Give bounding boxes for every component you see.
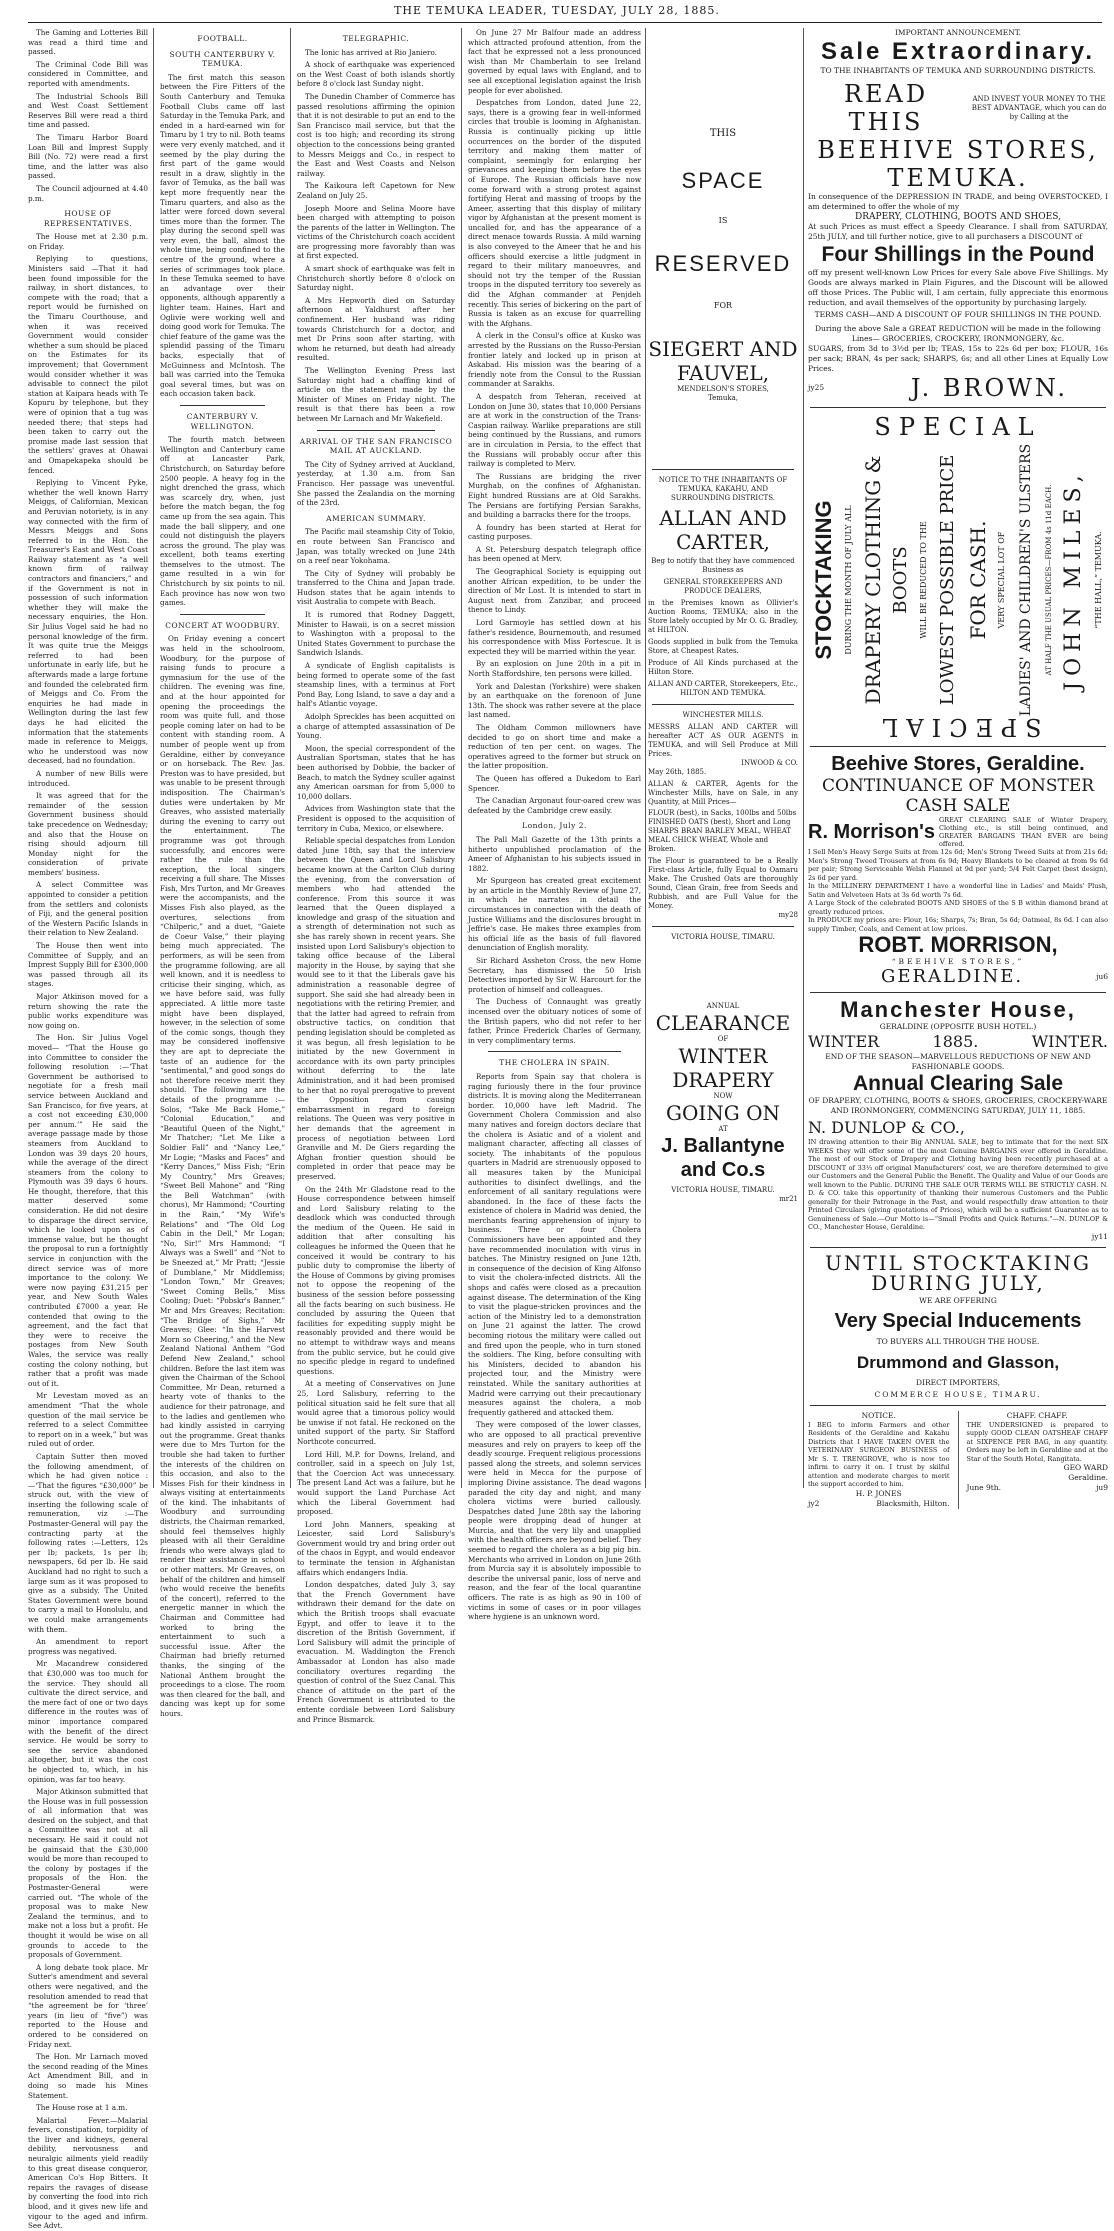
article-paragraph: The Russians are bridging the river Murghab, on the confines of Afghanistan. Eight hundred Russians are at Old Sarakhs. The Persians are fortifying Persian Sarakhs, and building a barracks there for the troops. <box>468 471 641 520</box>
ad-win-p3: The Flour is guaranteed to be a Really First-class Article, fully Equal to Oamaru Make. The Crushed Oats are thoroughly Sound, Clean Grain, free from Seeds and Rubbish, and are Full Value for the Money. <box>648 857 798 910</box>
section-rule <box>180 405 265 406</box>
article-paragraph: The Pall Mall Gazette of the 13th prints a hitherto unpublished proclamation of the Ameer of Afghanistan to his subjects issued in 1882. <box>468 834 641 873</box>
ad-morrison-p5: In PRODUCE my prices are: Flour, 16s; Sharps, 7s; Bran, 5s 6d; Oatmeal, 8s 6d. I can also supply Timber, Coals, and Cement at low prices. <box>808 916 1108 933</box>
article-paragraph: The Criminal Code Bill was considered in Committee, and reported with amendments. <box>28 59 148 88</box>
ad-temuka: Temuka, <box>707 394 739 402</box>
column-divider <box>153 28 154 1488</box>
article-paragraph: The Queen has offered a Dukedom to Earl Spencer. <box>468 773 641 793</box>
ad-dunlop-code: jy11 <box>1091 1231 1108 1241</box>
masthead: THE TEMUKA LEADER, TUESDAY, JULY 28, 1885. <box>394 4 720 17</box>
ad-invest: AND INVEST YOUR MONEY TO THE BEST ADVANTAGE, which you can do by Calling at the <box>971 94 1107 121</box>
ad-chaff-code: ju9 <box>1096 1483 1108 1492</box>
ad-victoria: VICTORIA HOUSE, TIMARU. <box>671 933 775 941</box>
article-paragraph: The Oldham Common millowners have decided to go on short time and make a reduction of ten per cent. on wages. The operatives agreed to the former but struck on the latter proposition. <box>468 722 641 771</box>
article-paragraph: It is rumored that Rodney Daggett, Minister to Hawaii, is on a secret mission to Washington with a proposal to the United States Government to purchase the Sandwich Islands. <box>297 610 455 658</box>
ad-special2: SPECIAL <box>874 713 1042 741</box>
ad-during: During the above Sale a GREAT REDUCTION will be made in the following Lines— GROCERIES, CROCKERY, IRONMONGERY, &c. <box>815 324 1101 343</box>
ad-v5: WILL BE REDUCED TO THE <box>919 521 929 639</box>
column-ads-left <box>648 28 798 1488</box>
section-rule <box>180 614 265 615</box>
column-divider <box>461 28 462 1488</box>
ad-win-code: my28 <box>778 911 798 919</box>
section-heading: ARRIVAL OF THE SAN FRANCISCO MAIL AT AUCKLAND. <box>299 436 453 456</box>
article-paragraph: Major Atkinson submitted that the House was in full possession of all information that was desired on the subject, and that a Committee was not at all necessary. He said it could not be gainsaid that the £30,000 would be more than recouped to the colony by postages if the proposals of the Hon. the Postmaster-General were carried out. “The whole of the proposal was to make New Zealand the terminus, and to make not a loss but a profit. He thought it would be wise on all grounds to accede to the proposals of Government. <box>28 1787 148 1960</box>
ad-winter1: WINTER <box>808 1032 880 1051</box>
column-divider <box>645 28 646 1488</box>
dateline: London, July 2. <box>522 821 587 831</box>
section-heading: CANTERBURY V. WELLINGTON. <box>186 411 259 431</box>
article-paragraph: The Gaming and Lotteries Bill was read a third time and passed. <box>28 28 148 57</box>
ad-notice-p: I BEG to inform Farmers and other Residents of the Geraldine and Kakahu Districts that I HAVE TAKEN OVER the VETERINARY SURGEON BUSINESS of Mr S. T. TRENGROVE, who is now too infirm to carry it on. I trust by skilful attention and moderate charges to merit the support accorded to him. <box>808 1420 950 1488</box>
ad-bstores: “BEEHIVE STORES,” <box>891 957 1025 966</box>
ad-dunlop-p: IN drawing attention to their Big ANNUAL SALE, beg to intimate that for the next SIX WEEKS they will offer some of the most Genuine BARGAINS ever offered in Geraldine. The most of our Stock of Drapery and Clothing having been recently purchased at a DISCOUNT of 33⅓ off original Manufacturers' cost, we are therefore determined to give our Customers and the General Public the Benefit. The Quality and Value of our Goods are well known to the Public. DURING THE SALE OUR TERMS WILL BE STRICTLY CASH. N. D. & CO. take this opportunity of thanking their numerous Customers and the Public generally for their Patronage in the Past, and would respectfully draw attention to their Printed Circulars (giving quotations of Prices), which will be a sufficient Guarantee as to Genuineness of Sale.—Our Motto is—“Small Profits and Quick Returns.”—N. DUNLOP & CO., Manchester House, Geraldine. <box>808 1138 1108 1231</box>
article-paragraph: On the 24th Mr Gladstone read to the House correspondence between himself and Lord Salisbury relating to the deadlock which was conducted through the medium of the Queen. He said in addition that after consulting his colleagues he informed the Queen that he conceived it would be contrary to his public duty to compromise the liberty of the House of Commons by giving promises not to oppose the reopening of the business of the session before possessing all the facts bearing on such business. He concluded by assuring the Queen that facilities for expediting supply might be reasonably provided and there would be no attempt to withdraw ways and means from the public service, but he could give no specific pledge in regard to undefined questions. <box>297 1184 455 1376</box>
ad-g-code: ju6 <box>1096 972 1108 981</box>
article-paragraph: The Timaru Harbor Board Loan Bill and Imprest Supply Bill (No. 72) were read a first time, and the latter was also passed. <box>28 132 148 181</box>
article-paragraph: The Kaikoura left Capetown for New Zealand on July 25. <box>297 181 455 200</box>
article-paragraph: Advices from Washington state that the President is opposed to the acquisition of territory in Cuba, Mexico, or elsewhere. <box>297 804 455 833</box>
ad-v2: DURING THE MONTH OF JULY ALL <box>843 505 853 655</box>
masthead-rule <box>28 22 1102 23</box>
article-paragraph: Mr Macandrew considered that £30,000 was too much for the service. They should all cultivate the direct service, and the mere fact of one or two days difference in the routes was of minor importance compared with the benefit of the direct service. He would be sorry to see the service abandoned altogether, but it was the cost he objected to, which, in his opinion, was far too heavy. <box>28 1659 148 1784</box>
article-paragraph: By an explosion on June 20th in a pit in North Staffordshire, ten persons were killed. <box>468 659 641 678</box>
column-parliament <box>28 28 148 2231</box>
article-paragraph: Mr Levestam moved as an amendment “That the whole question of the mail service be referred to a select Committee to report on in a week,” but was ruled out of order. <box>28 1391 148 1449</box>
ad-allan-p1: Beg to notify that they have commenced Business as <box>651 557 795 574</box>
article-paragraph: Despatches from London, dated June 22, says, there is a growing fear in well-informed circles that trouble is looming in Afghanistan. Russia is continually picking up little occurrences on the border of the disputed territory and making them matter of complaint, seemingly for enlarging her grievances and keeping them before the eyes of Europe. The Russian officials have now come forward with a strong protest against fortifying Herat and massing of troops by the Ameer, asserting that this display of military vigor by Afghanistan at the present moment is uncalled for, and has the appearance of a direct menace towards Russia. A mild warning is also conveyed to the Ameer that he and his officers should exercise a little judgment in regard to their military manoeuvres, and should not try the temper of the Russian troops in the disputed territory too severely as did the Afghan commander at Penjdeh recently. This series of bickering on the part of Russia is taken as an excuse for quarrelling with the Afghans. <box>468 98 641 328</box>
ad-allan-sig: ALLAN AND CARTER, Storekeepers, Etc., HILTON AND TEMUKA. <box>648 680 798 697</box>
ad-v1: STOCKTAKING <box>810 500 836 660</box>
ad-notice-code: jy2 <box>808 1498 820 1508</box>
ad-inducements: Very Special Inducements <box>834 1309 1082 1332</box>
ad-morrison-p3: In the MILLINERY DEPARTMENT I have a wonderful line in Ladies' and Maids' Plush, Satin and Velveteen Hats at 3s 6d worth 7s 6d. <box>808 882 1108 899</box>
column-foreign-news <box>468 28 641 1622</box>
article-paragraph: The House then went into Committee of Supply, and an Imprest Supply Bill for £300,000 was passed through all its stages. <box>28 941 148 989</box>
ad-win-p1: MESSRS ALLAN AND CARTER will hereafter ACT AS OUR AGENTS in TEMUKA, and will Sell Produce at Mill Prices. <box>648 723 798 758</box>
article-paragraph: The Geographical Society is equipping out another African expedition, to be under the direction of Mr Lost. It is intended to start in August next from Zanzibar, and proceed thence to Lindy. <box>468 567 641 615</box>
article-paragraph: The House met at 2.30 p.m. on Friday. <box>28 232 148 251</box>
ad-read-this: READ THIS <box>843 80 929 136</box>
ad-win-date: May 26th, 1885. <box>648 768 707 776</box>
article-paragraph: The Ionic has arrived at Rio Janiero. <box>305 47 437 57</box>
ad-opp: GERALDINE (OPPOSITE BUSH HOTEL.) <box>879 1022 1037 1031</box>
ad-year: 1885. <box>932 1032 979 1051</box>
ad-morrison-p2: I Sell Men's Heavy Serge Suits at from 12s 6d; Men's Strong Tweed Suits at from 21s 6d; Men's Strong Tweed Trousers at from 6s 9d; Heavy Blankets to be cleared at from 9s 6d per pair; Strong Serviceable Welsh Flannel at 9d per yard; 5/4 Felt Carpet (best design), 2s 6d per yard. <box>808 848 1108 882</box>
ad-robt: ROBT. MORRISON, <box>858 932 1058 957</box>
ad-to-inhab: TO THE INHABITANTS OF TEMUKA AND SURROUNDING DISTRICTS. <box>820 66 1096 75</box>
article-paragraph: Captain Sutter then moved the following amendment, of which he had given notice :—‘That the figures “£30,000” be struck out, with the view of inserting the following scale of remuneration, viz :—The Postmaster-General will pay the contracting party at the following rates :—Letters, 12s per lb; packets, 1s per lb; newspapers, 6d per lb. He said Auckland had no right to such a large sum as it was proposed to give as a subsidy. The United States Government were bound to carry a mail to Honolulu, and we could make arrangements with them. <box>28 1451 148 1634</box>
section-heading: FOOTBALL. <box>197 34 248 43</box>
ad-manchester: Manchester House, <box>840 997 1076 1022</box>
ad-now: NOW <box>713 1092 733 1100</box>
article-paragraph: On June 27 Mr Balfour made an address which attracted profound attention, from the fact that he expressed not a less pronounced wish than Mr Chamberlain to see Ireland governed by equal laws with England, and to see all exceptional legislation against the Irish people for ever abolished. <box>468 28 641 95</box>
ad-drapery: DRAPERY <box>672 1068 774 1092</box>
article-paragraph: A St. Petersburg despatch telegraph office has been opened at Merv. <box>468 544 641 564</box>
ad-v7: FOR CASH. <box>965 520 990 640</box>
ad-sale-extra: Sale Extraordinary. <box>821 38 1095 65</box>
column-sport-concert <box>160 28 285 1718</box>
article-paragraph: The Canadian Argonaut four-oared crew was defeated by the Cambridge crew easily. <box>468 796 641 815</box>
ad-winter: WINTER <box>678 1044 768 1068</box>
column-divider <box>803 28 804 1488</box>
article-paragraph: Sir Richard Assheton Cross, the new Home Secretary, has dismissed the 50 Irish Detectives imported by Sir W. Harcourt for the protection of himself and colleagues. <box>468 956 641 994</box>
article-paragraph: A despatch from Teheran, received at London on June 30, states that 10,000 Persians are at work in the construction of the Trans-Caspian railway. Warlike preparations are still being continued by the Russians, and rumors are in circulation in Persia, to the effect that the Russians will probably occur after this railway is completed to Merv. <box>468 391 641 469</box>
ad-mendelson: MENDELSON'S STORES, <box>677 385 769 393</box>
ad-ballantyne: J. Ballantyne and Co.s <box>661 1135 785 1181</box>
section-rule <box>488 1051 621 1052</box>
ad-v11: JOHN MILES, <box>1061 469 1087 691</box>
ad-v8: VERY SPECIAL LOT OF <box>996 531 1006 629</box>
article-paragraph: The Council adjourned at 4.40 p.m. <box>28 183 148 203</box>
ad-direct: DIRECT IMPORTERS, <box>916 1377 1000 1387</box>
article-paragraph: The Dunedin Chamber of Commerce has passed resolutions affirming the opinion that it is not desirable to put an end to the San Francisco mail service, but that the cost is too high; and recording its strong objection to the concessions being granted to Messrs Meiggs and Co., in respect to the East and West Coasts and Nelson railway. <box>297 91 455 178</box>
ad-v3: DRAPERY CLOTHING & <box>860 455 885 705</box>
article-paragraph: The Industrial Schools Bill and West Coast Settlement Reserves Bill were read a third time and passed. <box>28 91 148 130</box>
hop-bitters-ad: Malarial Fever.—Malarial fevers, constipation, torpidity of the liver and kidneys, general debility, nervousness and neuralgic ailments yield readily to this great disease conqueror, American Co's Hop Bitters. It repairs the ravages of disease by converting the food into rich blood, and it gives new life and vigour to the aged and infirm. See Advt. <box>28 2115 148 2231</box>
ad-chaff-sig: GEO WARD <box>1063 1463 1108 1472</box>
ad-offering: WE ARE OFFERING <box>919 1295 997 1305</box>
ad-conseq: In consequence of the DEPRESSION IN TRADE, and being OVERSTOCKED, I am determined to offer the whole of my <box>808 192 1108 211</box>
article-paragraph: The fourth match between Wellington and Canterbury came off at Lancaster Park, Christchurch, on Saturday before 2500 people. A heavy fog in the night drenched the grass, which was scarcely dry, when, just before the match began, the fog came up from the sea again. This made the ball slippery, and one could not distinguish the players across the ground. The play was excellent, both teams exerting themselves to the utmost. The game resulted in a win for Christchurch by six points to nil. Each province has now won two games. <box>160 435 285 608</box>
ad-is: IS <box>718 216 728 225</box>
ad-notice-sig2: Blacksmith, Hilton. <box>876 1498 950 1508</box>
ad-allan-p2: GENERAL STOREKEEPERS AND PRODUCE DEALERS, <box>663 578 783 595</box>
article-paragraph: A foundry has been started at Herat for casting purposes. <box>468 522 641 542</box>
ad-imp: IMPORTANT ANNOUNCEMENT. <box>894 28 1022 37</box>
ad-buyers: TO BUYERS ALL THROUGH THE HOUSE. <box>876 1336 1040 1346</box>
article-paragraph: The Duchess of Connaught was greatly incensed over the obituary notices of some of the British papers, who did not refer to her father, Prince Frederick Charles of Germany, in very complimentary terms. <box>468 997 641 1045</box>
article-paragraph: It was agreed that for the remainder of the session Government business should take precedence on Wednesday; and also that the House on rising should adjourn till Monday night for the consideration of private members' business. <box>28 791 148 877</box>
ad-chaff-sig2: Geraldine. <box>1068 1473 1108 1482</box>
ad-end-season: END OF THE SEASON—MARVELLOUS REDUCTIONS OF NEW AND FASHIONABLE GOODS. <box>825 1052 1091 1071</box>
article-paragraph: They were composed of the lower classes, who are opposed to all practical preventive measures and rely on prayers to keep off the deadly scourge. Frequent religious processions passed along the streets, and solemn services were held in Mecca for the purpose of imploring Divine assistance. The dead wagons paraded the city day and night, and many cholera victims were buried callously. Despatches dated June 28th say the laboring people were dropping dead of hunger at Murcia, and that the very lily and unapplied with the health officers are beyond belief. They seemed to regard the cholera as a big pig bin. Merchants who arrived in London on June 26th from Murcia say it is absolutely impossible to describe the universal panic, loss of nerve and reason, and the fear of the local quarantine officers. The rate is as high as 90 in 100 of victims in some of cases or in poor villages where hygiene is an unknown word. <box>468 1420 641 1622</box>
ad-clearance: CLEARANCE <box>655 1011 791 1035</box>
article-paragraph: A clerk in the Consul's office at Kusko was arrested by the Russians on the Russo-Persian frontier lately and locked up in prison at Askabad. His mission was the bearing of a friendly note from the Consul to the Russian commander at Sarakhs. <box>468 331 641 389</box>
ad-winter2: WINTER. <box>1031 1032 1108 1051</box>
article-paragraph: The first match this season between the Fire Fitters of the South Canterbury and Temuka Football Clubs came off last Saturday in the Temuka Park, and ended in a hard-earned win for Timaru by 1 try to nil. Both teams were very evenly matched, and it seemed by the play during the first part of the game would result in a draw, slightly in the favor of Temuka, as the ball was kept more frequently near the Timaru quarters, and also as the latter were forced down several times more than the former. The play during the second spell was very even, the ball, almost the whole time, being confined to the centre of the ground, where a series of scrimmages took place. In these Temuka seemed to have an advantage over their opponents, although apparently a lighter team. Haines, Hart and Oglivie were working well and doing good work for Temuka. The chief feature of the game was the splendid passing of the Timaru backs, especially that of McGuinness and McIntosh. The ball was carried into the Temuka goal several times, but was on each occasion taken back. <box>160 72 285 399</box>
ad-morrison-p: GREAT CLEARING SALE of Winter Drapery, Clothing etc., is still being continued, and GREATER BARGAINS THAN EVER are being offered. <box>939 816 1108 848</box>
ad-at: AT <box>718 1125 728 1133</box>
article-paragraph: A smart shock of earthquake was felt in Christchurch shortly before 8 o'clock on Saturday night. <box>297 264 455 293</box>
ad-space: SPACE <box>681 168 765 193</box>
article-paragraph: Reliable special despatches from London dated June 18th, say that the interview between the Queen and Lord Salisbury became known at the Carlton Club during the evening, from the conversation of members who had attended the conference. From this source it was learned that the Queen displayed a knowledge and grasp of the situation and a strength of determination not such as she has rarely shown in recent years. She insisted upon Lord Salisbury's objection to taking office because of the Liberal majority in the House, by saying that she would see to it that the Liberals gave his administration a reasonable degree of support. She said she had already been in negotiations with the retiring Premier, and that the latter had agreed to refrain from obstructive tactics, on condition that pending legislation should be completed as it was begun, all fresh legislation to be initiated by the new Government in accordance with its own party principles without deferring to the late Administration, and it had been promised to her that no royal prerogative to prevent the Opposition from causing embarrassment in regard to foreign relations. The Queen was very positive in her demands that the agreement in process of negotiation between Lord Granville and M. De Giers regarding the Afghan frontier question should be completed in order that peace may be preserved. <box>297 836 455 1181</box>
ad-annual-sale: Annual Clearing Sale <box>852 1072 1064 1095</box>
ad-allan-p5: Produce of All Kinds purchased at the Hilton Store. <box>648 659 798 676</box>
ad-annual: ANNUAL <box>706 1002 740 1010</box>
ad-of-drapery: OF DRAPERY, CLOTHING, BOOTS & SHOES, GROCERIES, CROCKERY-WARE AND IRONMONGERY, COMMENCING SATURDAY, JULY 11, 1885. <box>808 1096 1108 1115</box>
article-paragraph: Lord Hill, M.P. for Downs, Ireland, and controller, said in a speech on July 1st, that the Coercion Act was unnecessary. The present Land Act was a failure, but he would support the Land Purchase Act which the Liberal Government had proposed. <box>297 1449 455 1517</box>
ad-morrison-p4: A Large Stock of the celebrated BOOTS AND SHOES of the S B within diamond brand at greatly reduced prices. <box>808 899 1108 916</box>
ad-v12: “THE HALL,” TEMUKA. <box>1094 531 1104 629</box>
article-paragraph: Moon, the special correspondent of the Australian Sportsman, states that he has been authorised by Dobbie, the backer of Beach, to match the Sydney sculler against any American oarsman for from 5,000 to 10,000 dollars. <box>297 743 455 801</box>
article-paragraph: Lord Garmoyle has settled down at his father's residence, Bournemouth, and resumed his correspondence with Miss Fortescue. It is expected they will be married within the year. <box>468 618 641 656</box>
ad-drummond: Drummond and Glasson, <box>856 1352 1060 1372</box>
ad-siegert: SIEGERT AND FAUVEL, <box>648 337 798 385</box>
ad-going: GOING ON <box>665 1101 780 1125</box>
ad-until: UNTIL STOCKTAKING <box>825 1250 1091 1275</box>
ad-of: OF <box>717 1035 729 1043</box>
ad-allan-p3: in the Premises known as Ollivier's Auction Rooms, TEMUKA; also in the Store lately occupied by Mr O. G. Bradley, at HILTON. <box>648 599 798 634</box>
article-paragraph: London despatches, dated July 3, say that the French Government have withdrawn their demand for the date on which the British troops shall evacuate Egypt, and offer to leave it to the discretion of the British Government, if Lord Salisbury will admit the principle of evacuation. M. Waddington the French Ambassador at London has also made conciliatory overtures regarding the question of control of the Suez Canal. This chance of attitude on the part of the French Government is attributed to the entente cordiale between Lord Salisbury and Prince Bismarck. <box>297 1580 455 1724</box>
ad-geraldine: GERALDINE. <box>880 966 1024 987</box>
ad-brown: J. BROWN. <box>910 374 1068 402</box>
section-heading: AMERICAN SUMMARY. <box>326 513 426 523</box>
ad-v6: LOWEST POSSIBLE PRICE <box>937 454 959 706</box>
article-paragraph: Replying to questions, Ministers said —That it had been found impossible for the railway, in short distances, to compete with the road; that a report would be furnished on the Timaru Courthouse, and when it was received Government would consider whether a sum should be placed on the Estimates for its improvement; that Government would consider whether it was advisable to connect the pilot station at Kaipara heads with Te Kopuru by telephone, but they were of opinion that a tug was needed there; that steps had been taken to carry out the promise made last session that the settlers' graves at Ohawai and Omapekapeka should be fenced. <box>28 254 148 475</box>
article-paragraph: Joseph Moore and Selina Moore have been charged with attempting to poison the parents of the latter in Wellington. The victims of the Christchurch coach accident are progressing more favorably than was at first expected. <box>297 203 455 261</box>
article-paragraph: A select Committee was appointed to consider a petition from the settlers and colonists of Fiji, and the general position of the Western Pacific Islands in their relation to New Zealand. <box>28 880 148 938</box>
article-paragraph: A number of new Bills were introduced. <box>28 768 148 788</box>
ad-four-p: off my present well-known Low Prices for every Sale above Five Shillings. My Goods are always marked in Plain Figures, and the Discount will be allowed off those Prices. The Public will, I am certain, fully appreciate this enormous reduction, and avail themselves of the opportunity by purchasing largely. <box>808 268 1108 307</box>
article-paragraph: A syndicate of English capitalists is being formed to operate some of the fast steamship lines, with a terminus at Fort Pond Bay, Long Island, to save a day and a half's Atlantic voyage. <box>297 661 455 709</box>
ad-commerce: COMMERCE HOUSE, TIMARU. <box>874 1389 1042 1399</box>
ad-for: FOR <box>713 301 733 310</box>
section-heading: HOUSE OF REPRESENTATIVES. <box>43 209 133 228</box>
ad-v4: BOOTS <box>890 546 912 614</box>
ad-chaff-date: June 9th. <box>966 1483 1001 1492</box>
ad-winchester: WINCHESTER MILLS. <box>682 711 764 719</box>
ad-allan: ALLAN AND CARTER, <box>659 506 787 554</box>
article-paragraph: York and Dalestan (Yorkshire) were shaken by an earthquake on the forenoon of June 13th. The shock was rather severe at the place last named. <box>468 681 641 720</box>
article-paragraph: The City of Sydney will probably be transferred to the China and Japan trade. Hudson states that he again intends to visit Australia to compete with Beach. <box>297 568 455 607</box>
article-paragraph: Replying to Vincent Pyke, whether the well known Harry Meiggs, of Californian, Mexican and Peruvian notoriety, is in any way connected with the firm of Messrs Meiggs and Sons referred to in the Hon. the Treasurer's East and West Coast Railway statement as “a well known firm of railway contractors and financiers,” and if the Government is not in possession of such information whether they will make the necessary enquiries, the Hon. Sir Julius Vogel said he had no personal knowledge of the firm. It was quite true the Meiggs referred to had been unfortunate in early life, but he afterwards made a large fortune and founded the celebrated firm of Meiggs and Co. From the enquiries he had made in Wellington during the last few days he had elicited the information that the statements made in reference to Meiggs, who he understood was now deceased, had no foundation. <box>28 478 148 766</box>
article-paragraph: A shock of earthquake was experienced on the West Coast of both islands shortly before 8 o'clock last Sunday night. <box>297 60 455 89</box>
ad-win-list: FLOUR (best), in Sacks, 100lbs and 50lbs FINISHED OATS (best), Short and Long SHARPS BRAN BARLEY MEAL, WHEAT MEAL CHICK WHEAT, Whole and Broken. <box>648 809 797 853</box>
article-paragraph: Adolph Spreckles has been acquitted on a charge of attempted assassination of De Young. <box>297 712 455 741</box>
ad-code2: mr21 <box>779 1195 798 1203</box>
article-paragraph: A long debate took place. Mr Sutter's amendment and several others were negatived, and the resolution amended to read that “the agreement be for ‘three’ years (in lieu of “five”) was reported to the House and ordered to be considered on Friday next. <box>28 1962 148 2049</box>
column-divider <box>290 28 291 1488</box>
ad-drapery-line: DRAPERY, CLOTHING, BOOTS AND SHOES, <box>855 212 1061 222</box>
ad-special: SPECIAL <box>874 413 1042 441</box>
ad-chaff-h: CHAFF. CHAFF. <box>1006 1410 1068 1420</box>
ad-prices: At such Prices as must effect a Speedy Clearance. I shall from SATURDAY, 25th JULY, and till further notice, give to all purchasers a DISCOUNT of <box>808 222 1108 241</box>
ad-sugars: SUGARS, from 3d to 3½d per lb; TEAS, 15s to 22s 6d per box; FLOUR, 16s per sack; BRAN, 4s per sack; SHARPS, 6s; and all other Lines at Equally Low Prices. <box>808 344 1108 373</box>
article-paragraph: A Mrs Hepworth died on Saturday afternoon at Yaldhurst after her confinement. Her husband was riding towards Christchurch for a doctor, and met Dr Prins soon after starting, with whom he returned, but death had already resulted. <box>297 295 455 363</box>
column-ads-right <box>808 28 1108 1508</box>
section-heading: THE CHOLERA IN SPAIN. <box>499 1058 610 1068</box>
ad-notice: NOTICE TO THE INHABITANTS OF TEMUKA, KAKAHU, AND SURROUNDING DISTRICTS. <box>658 476 788 502</box>
ad-victoria2: VICTORIA HOUSE, TIMARU. <box>671 1186 775 1194</box>
ad-v10: AT HALF THE USUAL PRICES—FROM 4s 11d EACH. <box>1045 484 1054 676</box>
ad-win-sig: INWOOD & CO. <box>741 759 798 767</box>
article-paragraph: The City of Sydney arrived at Auckland, yesterday, at 1.30 a.m. from San Francisco. Her passage was uneventful. She passed the Zealandia on the morning of the 23rd. <box>297 459 455 508</box>
ad-this: THIS <box>709 128 737 139</box>
article-paragraph: On Friday evening a concert was held in the schoolroom, Woodbury, for the purpose of raising funds to procure a gymnasium for the use of the children. The evening was fine, and at the hour appointed for opening the proceedings the room was quite full, and those people coming later on had to be content with standing room. A number of people went up from Geraldine, either by conveyance or on horseback. The Rev. Jas. Preston was to have presided, but was unable to be present through indisposition. The Chairman's duties were undertaken by Mr Greaves, who assisted materially during the evening to carry out the entertainment. The programme was got through successfully, and encores were rather the rule than the exception, the local singers receiving a full share. The Misses Fish, Mrs Turton, and Mr Greaves were the accompanists, and the Misses Fish also played, as the overtures, selections from “Chilperic,” and a duet, “Gaiete de Coeur Valse,” their playing being much appreciated. The performers, as will be seen from the programme following, are all well known, and it is needless to criticise their singing, which, as we have before said, was fully appreciated. A little more taste might have been displayed, however, in the selection of some of the comic songs, though they may be considered inoffensive they are apt to depreciate the taste of an audience for the “sentimental,” and good songs do not therefore receive merit they should. The following are the details of the programme :—Solos, “Take Me Back Home,” “Colonial Education,” and “Beautiful Queen of the Night,” Mr Thatcher; “Let Me Like a Soldier Fall” and “Nancy Lee,” Mr Logie; “Masks and Faces” and “Kerry Dances,” Miss Fish; “Erin My Country,” Mrs Greaves; “Sweet Bell Mahone” and “Ring the Bell Watchman” (with chorus), Mr Hammond; “Courting in the Rain,” “My Wife's Relations” and “The Old Log Cabin in the Dell,” Mr Logan; “No, Sir!” Mrs Hammond; “I Always was a Swell” and “Not to be Sneezed at,” Mr Pratt; “Jessie of Dumblane,” Mr Middlemiss; “London Town,” Mr Greaves; “Sweet Coming Bells,” Miss Cooling; Duet: “Pobskr's Banner,” Mr and Mrs Greaves; Recitation: “The Bridge of Sighs,” Mr Greaves; Glee: “In the Harvest Morn so Cheering,” and the New Zealand National Anthem “God Defend New Zealand,” school children. Before the last item was given the Chairman of the School Committee, Mr Dean, returned a hearty vote of thanks to the audience for their patronage, and to the ladies and gentlemen who had kindly assisted in carrying out the programme. Great thanks were due to Mrs Turton for the trouble she had taken to further the interests of the children on this occasion, and also to the Misses Fish for their kindness in always visiting at entertainments of the kind. The inhabitants of Woodbury and surrounding districts, the Chairman remarked, should feel themselves highly pleased with all their Geraldine friends who were always glad to render their assistance in school or other matters. Mr Greaves, on behalf of the children and himself (who would receive the benefits of the concert), referred to the energetic manner in which the Chairman and Committee had worked to bring the entertainment to such a successful issue. After the Chairman had briefly returned thanks, the singing of the National Anthem brought the proceedings to a close. The room was then cleared for the ball, and dancing was kept up for some hours. <box>160 634 285 1718</box>
article-paragraph: Reports from Spain say that cholera is raging furiously there in the four province districts. It is moving along the Mediterranean border. 10,000 have left Madrid. The Government Cholera Commission and also many natives and foreign doctors declare that the cholera is Asiatic and of a violent and malignant character, affecting all classes of society. The inhabitants of the populous quarters in Madrid are strenuously opposed to all measures taken by the Municipal authorities to disinfect dwellings, and the enforcement of all sanitary regulations were abandoned. In the face of these facts the existence of cholera in Madrid was denied, the merchants fearing apprehension of injury to business. Three or four Cholera Commissioners have been appointed and they have recommended inoculation with virus in batches. The Ministry resigned on June 12th, in consequence of the decision of King Alfonso to visit the cholera-infected districts. All the shops and cafés were closed as a precaution against disease. The determination of the King to visit the plague-stricken provinces and the action of the Ministry led to a demonstration on June 21 against the latter. The crowd becoming riotous the military were called out and fired upon the people, who in turn stoned the soldiers. The King, before consulting with his Ministers, decided to abandon his projected tour, and the Ministry were reinstated. While the sanitary authorities at Madrid were carrying out their precautionary measures against the cholera, a mob frequently gathered and attacked them. <box>468 1071 641 1417</box>
ad-win-p2: ALLAN & CARTER, Agents for the Winchester Mills, have on Sale, in any Quantity, at Mill Prices— <box>648 780 798 806</box>
ad-beehive: BEEHIVE STORES, TEMUKA. <box>817 136 1099 192</box>
article-paragraph: The Hon. Sir Julius Vogel moved— “That the House go into Committee to consider the following resolution :—‘That Government be authorised to negotiate for a fresh mail service between Auckland and San Francisco, for five years, at a cost not exceeding £30,000 per annum.’” He said the average passage made by those steamers from Auckland to London was 39 days 20 hours, while the average of the direct steamers from the colony to Plymouth was 39 days 6 hours. He thought, therefore, that this matter deserved some consideration. He did not desire to disparage the direct service, which he looked upon as of immense value, but he thought the proposal to run a fortnightly service in conjunction with the direct service was of more importance to the colony. We were now paying £31,215 per year, and New South Wales contributed £7000 a year. He contended that owing to the agreement, and the fact that they were to receive the postages from New South Wales, the service was really costing the colony nothing, but rather that a profit was made out of it. <box>28 1033 148 1388</box>
article-paragraph: Mr Spurgeon has created great excitement by an article in the Monthly Review of June 27, in which he narrates in detail the circumstances in connection with the death of Justice Williams and the disclosures brought in Jeffrie's case. He makes three examples from his official life as the basis of full flavored denunciation of English morality. <box>468 876 641 953</box>
ad-during-july: DURING JULY, <box>871 1270 1045 1295</box>
ad-notice-sig: H. P. JONES <box>855 1488 902 1498</box>
ad-chaff-p: THE UNDERSIGNED is prepared to supply GOOD CLEAN OATSHEAF CHAFF at SIXPENCE PER BAG, in any quantity. Orders may be left in Geraldine and at the Star of the South Hotel, Rangitata. <box>966 1420 1108 1463</box>
ad-geraldine-h: Beehive Stores, Geraldine. <box>831 753 1085 775</box>
article-paragraph: The Wellington Evening Press last Saturday night had a chaffing kind of article on the statement made by the Minister of Mines on Friday night. The result is that there has been a row between Mr Larnach and Mr Wakefield. <box>297 366 455 423</box>
section-heading: CONCERT AT WOODBURY. <box>165 620 280 630</box>
ad-notice-h: NOTICE. <box>861 1410 896 1420</box>
ad-four: Four Shillings in the Pound <box>821 243 1095 266</box>
article-paragraph: At a meeting of Conservatives on June 25, Lord Salisbury, referring to the political situation said he felt sure that all would agree that a timorous policy would be unwise if not fatal. He reckoned on the united support of the party. Sir Stafford Northcote concurred. <box>297 1379 455 1446</box>
ad-allan-p4: Goods supplied in bulk from the Temuka Store, at Cheapest Rates. <box>648 638 798 655</box>
article-paragraph: The House rose at 1 a.m. <box>36 2103 128 2113</box>
ad-morrison: R. Morrison's <box>808 821 935 843</box>
section-rule <box>317 430 435 431</box>
ad-continuance: CONTINUANCE OF MONSTER CASH SALE <box>821 776 1095 816</box>
ad-terms: TERMS CASH—AND A DISCOUNT OF FOUR SHILLINGS IN THE POUND. <box>814 310 1102 319</box>
article-paragraph: Lord John Manners, speaking at Leicester, said Lord Salisbury's Government would try and bring order out of the chaos in Egypt, and would endeavor to terminate the tension in Afghanistan affairs which endangers India. <box>297 1519 455 1577</box>
section-heading: TELEGRAPHIC. <box>342 34 410 43</box>
ad-v9: LADIES' AND CHILDREN'S ULSTERS <box>1017 443 1034 717</box>
section-subheading: SOUTH CANTERBURY V. TEMUKA. <box>169 49 276 69</box>
article-paragraph: The Hon. Mr Larnach moved the second reading of the Mines Act Amendment Bill, and in doing so made his Mines Statement. <box>28 2052 148 2100</box>
article-paragraph: An amendment to report progress was negatived. <box>28 1637 148 1656</box>
article-paragraph: Major Atkinson moved for a return showing the rate the public works expenditure was now going on. <box>28 992 148 1030</box>
article-paragraph: The Pacific mail steamship City of Tokio, en route between San Francisco and Japan, was totally wrecked on June 24th on a reef near Yokohama. <box>297 527 455 566</box>
ad-sig-code: jy25 <box>808 383 825 392</box>
column-telegraphic <box>297 28 455 1724</box>
ad-reserved: RESERVED <box>654 251 792 276</box>
ad-dunlop: N. DUNLOP & CO., <box>808 1118 965 1137</box>
